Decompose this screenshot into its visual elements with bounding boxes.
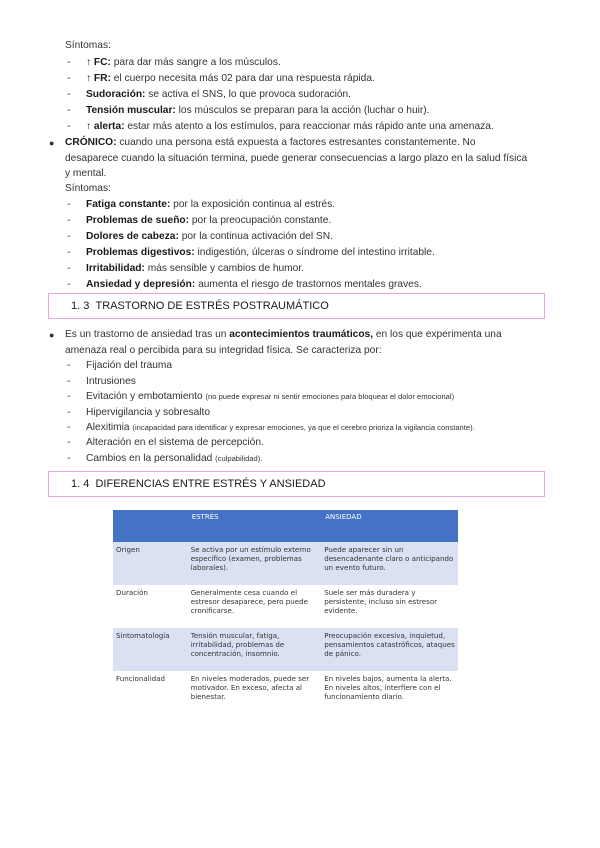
- header-ansiedad: ANSIEDAD: [321, 510, 458, 542]
- header-empty: [113, 510, 188, 542]
- tept-intro-line-1: Es un trastorno de ansiedad tras un acontecimientos traumáticos, en los que experimenta una: [65, 329, 502, 340]
- dash-marker: -: [67, 376, 71, 387]
- tept-item: Evitación y embotamiento (no puede expresar ni sentir emociones para bloquear el dolor emocional): [86, 391, 455, 402]
- tept-item: Hipervigilancia y sobresalto: [86, 407, 211, 418]
- dash-marker: -: [67, 247, 71, 258]
- cell-estres: En niveles moderados, puede ser motivador. En exceso, afecta al bienestar.: [190, 674, 310, 701]
- dash-marker: -: [67, 121, 71, 132]
- tept-item: Alexitimia (incapacidad para identificar y expresar emociones, ya que el cerebro prioriza la vigilancia constante).: [86, 422, 475, 433]
- tept-intro-line-2: amenaza real o percibida para su integridad física. Se caracteriza por:: [65, 345, 382, 356]
- symptom-digestivos: Problemas digestivos: indigestión, úlceras o síndrome del intestino irritable.: [86, 247, 435, 258]
- bullet-marker: ●: [49, 138, 55, 148]
- cell-ansiedad: En niveles bajos, aumenta la alerta. En niveles altos, interfiere con el funcionamiento diario.: [324, 674, 452, 701]
- dash-marker: -: [67, 360, 71, 371]
- section-heading-tept: 1. 3 TRASTORNO DE ESTRÉS POSTRAUMÁTICO: [48, 293, 545, 319]
- dash-marker: -: [67, 89, 71, 100]
- cell-estres: Generalmente cesa cuando el estresor desaparece, pero puede cronificarse.: [190, 588, 308, 615]
- dash-marker: -: [67, 231, 71, 242]
- symptom-sudoracion: Sudoración: se activa el SNS, lo que provoca sudoración.: [86, 89, 351, 100]
- cronico-line-2: desaparece cuando la situación termina, puede generar consecuencias a largo plazo en la salud física: [65, 153, 528, 164]
- cell-estres: Tensión muscular, fatiga, irritabilidad, problemas de concentración, insomnio.: [188, 628, 322, 671]
- sintomas-label-1: Síntomas:: [65, 40, 111, 51]
- symptom-ansiedad-depresion: Ansiedad y depresión: aumenta el riesgo de trastornos mentales graves.: [86, 279, 422, 290]
- row-label: Duración: [116, 588, 148, 597]
- cronico-line-1: CRÓNICO: cuando una persona está expuesta a factores estresantes constantemente. No: [65, 137, 476, 148]
- symptom-fr: ↑ FR: el cuerpo necesita más 02 para dar una respuesta rápida.: [86, 73, 375, 84]
- dash-marker: -: [67, 407, 71, 418]
- table-row: [113, 542, 458, 585]
- cell-ansiedad: Preocupación excesiva, inquietud, pensamientos catastróficos, ataques de pánico.: [321, 628, 458, 671]
- cell-ansiedad: Suele ser más duradera y persistente, incluso sin estresor evidente.: [324, 588, 438, 615]
- dash-marker: -: [67, 57, 71, 68]
- dash-marker: -: [67, 437, 71, 448]
- symptom-cabeza: Dolores de cabeza: por la continua activación del SN.: [86, 231, 333, 242]
- table-row: [113, 585, 458, 628]
- row-label: Origen: [113, 542, 188, 585]
- header-estres: ESTRÉS: [188, 510, 322, 542]
- symptom-alerta: ↑ alerta: estar más atento a los estímulos, para reaccionar más rápido ante una amenaza.: [86, 121, 494, 132]
- bullet-marker: ●: [49, 330, 55, 340]
- tept-item: Cambios en la personalidad (culpabilidad).: [86, 453, 263, 464]
- cell-ansiedad: Puede aparecer sin un desencadenante claro o anticipando un evento futuro.: [321, 542, 458, 585]
- symptom-fatiga: Fatiga constante: por la exposición continua al estrés.: [86, 199, 336, 210]
- symptom-sueno: Problemas de sueño: por la preocupación constante.: [86, 215, 332, 226]
- cell-estres: Se activa por un estímulo externo específico (examen, problemas laborales).: [188, 542, 322, 585]
- dash-marker: -: [67, 391, 71, 402]
- tept-item: Intrusiones: [86, 376, 136, 387]
- row-label: Funcionalidad: [116, 674, 166, 683]
- table-row: [113, 628, 458, 671]
- table-row: [113, 671, 458, 714]
- symptom-irritabilidad: Irritabilidad: más sensible y cambios de humor.: [86, 263, 304, 274]
- dash-marker: -: [67, 263, 71, 274]
- cronico-line-3: y mental.: [65, 168, 107, 179]
- symptom-tension: Tensión muscular: los músculos se preparan para la acción (luchar o huir).: [86, 105, 430, 116]
- row-label: Sintomatología: [113, 628, 188, 671]
- comparison-table: [113, 510, 458, 714]
- sintomas-label-2: Síntomas:: [65, 183, 111, 194]
- tept-item: Fijación del trauma: [86, 360, 173, 371]
- dash-marker: -: [67, 199, 71, 210]
- dash-marker: -: [67, 73, 71, 84]
- dash-marker: -: [67, 215, 71, 226]
- section-heading-diferencias: 1. 4 DIFERENCIAS ENTRE ESTRÉS Y ANSIEDAD: [48, 471, 545, 497]
- dash-marker: -: [67, 453, 71, 464]
- dash-marker: -: [67, 105, 71, 116]
- symptom-fc: ↑ FC: para dar más sangre a los músculos.: [86, 57, 281, 68]
- dash-marker: -: [67, 422, 71, 433]
- dash-marker: -: [67, 279, 71, 290]
- tept-item: Alteración en el sistema de percepción.: [86, 437, 264, 448]
- table-header-row: [113, 510, 458, 542]
